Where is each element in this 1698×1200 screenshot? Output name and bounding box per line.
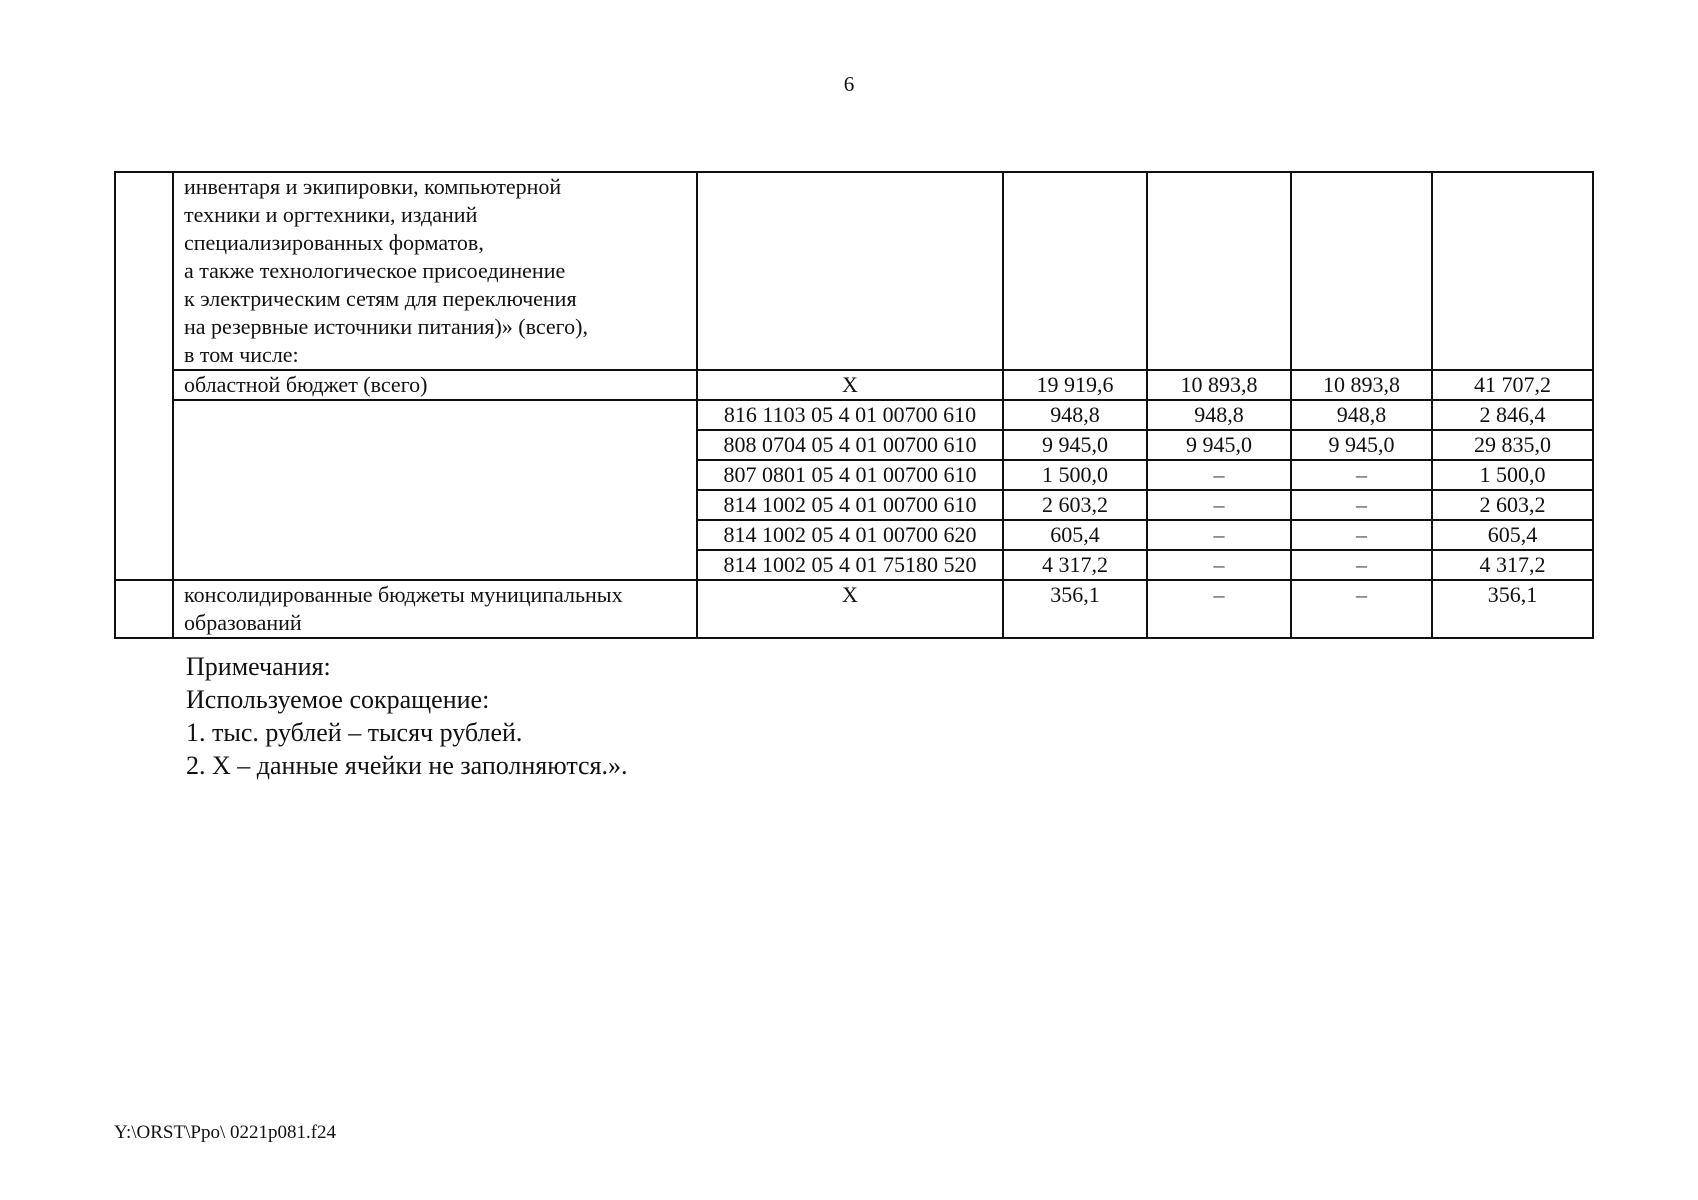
- description-line: техники и оргтехники, изданий: [184, 202, 478, 227]
- note-item-2: 2. X – данные ячейки не заполняются.».: [186, 751, 628, 780]
- abbreviation-heading: Используемое сокращение:: [186, 685, 490, 714]
- table-row-intro: [115, 172, 1593, 370]
- row-total: 29 835,0: [1432, 430, 1593, 460]
- description-line: инвентаря и экипировки, компьютерной: [184, 174, 562, 199]
- number-cell: [115, 172, 173, 580]
- value-2: –: [1147, 490, 1291, 520]
- budget-code: 807 0801 05 4 01 00700 610: [697, 460, 1003, 490]
- municipal-value-1: 356,1: [1003, 580, 1147, 638]
- row-total: 2 846,4: [1432, 400, 1593, 430]
- row-total: 1 500,0: [1432, 460, 1593, 490]
- value-3: 948,8: [1291, 400, 1432, 430]
- value-2: –: [1147, 550, 1291, 580]
- regional-value-3: 10 893,8: [1291, 370, 1432, 400]
- note-item-1: 1. тыс. рублей – тысяч рублей.: [186, 718, 523, 747]
- table-row-regional: [115, 370, 1593, 400]
- empty-cell: [173, 400, 697, 580]
- empty-cell: [697, 172, 1003, 370]
- municipal-label-line: консолидированные бюджеты муниципальных: [184, 582, 623, 607]
- description-cell: [173, 172, 697, 370]
- description-line: к электрическим сетям для переключения: [184, 286, 577, 311]
- table-row-municipal: [115, 580, 1593, 638]
- notes-section: [186, 650, 628, 782]
- value-1: 2 603,2: [1003, 490, 1147, 520]
- budget-code: 814 1002 05 4 01 00700 610: [697, 490, 1003, 520]
- value-3: 9 945,0: [1291, 430, 1432, 460]
- budget-table: [114, 171, 1594, 639]
- municipal-code: X: [697, 580, 1003, 638]
- number-cell: [115, 580, 173, 638]
- municipal-value-3: –: [1291, 580, 1432, 638]
- municipal-label: [173, 580, 697, 638]
- value-2: –: [1147, 520, 1291, 550]
- budget-code: 814 1002 05 4 01 00700 620: [697, 520, 1003, 550]
- row-total: 2 603,2: [1432, 490, 1593, 520]
- description-line: а также технологическое присоединение: [184, 258, 566, 283]
- regional-value-2: 10 893,8: [1147, 370, 1291, 400]
- regional-code: X: [697, 370, 1003, 400]
- empty-cell: [1003, 172, 1147, 370]
- value-1: 9 945,0: [1003, 430, 1147, 460]
- value-2: 9 945,0: [1147, 430, 1291, 460]
- municipal-value-2: –: [1147, 580, 1291, 638]
- value-2: 948,8: [1147, 400, 1291, 430]
- municipal-total: 356,1: [1432, 580, 1593, 638]
- table-row-code: [115, 400, 1593, 430]
- municipal-label-line: образований: [184, 610, 302, 635]
- value-2: –: [1147, 460, 1291, 490]
- regional-total: 41 707,2: [1432, 370, 1593, 400]
- value-1: 605,4: [1003, 520, 1147, 550]
- page-number: 6: [843, 72, 855, 96]
- regional-label: областной бюджет (всего): [173, 370, 697, 400]
- empty-cell: [1147, 172, 1291, 370]
- value-3: –: [1291, 490, 1432, 520]
- budget-code: 816 1103 05 4 01 00700 610: [697, 400, 1003, 430]
- value-3: –: [1291, 460, 1432, 490]
- notes-heading: Примечания:: [186, 652, 331, 681]
- description-line: в том числе:: [184, 342, 299, 367]
- value-3: –: [1291, 550, 1432, 580]
- description-line: на резервные источники питания)» (всего),: [184, 314, 588, 339]
- budget-code: 814 1002 05 4 01 75180 520: [697, 550, 1003, 580]
- value-1: 948,8: [1003, 400, 1147, 430]
- value-1: 4 317,2: [1003, 550, 1147, 580]
- empty-cell: [1432, 172, 1593, 370]
- value-3: –: [1291, 520, 1432, 550]
- row-total: 605,4: [1432, 520, 1593, 550]
- footer-file-path: Y:\ORST\Ppo\ 0221p081.f24: [114, 1122, 337, 1143]
- budget-code: 808 0704 05 4 01 00700 610: [697, 430, 1003, 460]
- row-total: 4 317,2: [1432, 550, 1593, 580]
- empty-cell: [1291, 172, 1432, 370]
- regional-value-1: 19 919,6: [1003, 370, 1147, 400]
- description-line: специализированных форматов,: [184, 230, 484, 255]
- value-1: 1 500,0: [1003, 460, 1147, 490]
